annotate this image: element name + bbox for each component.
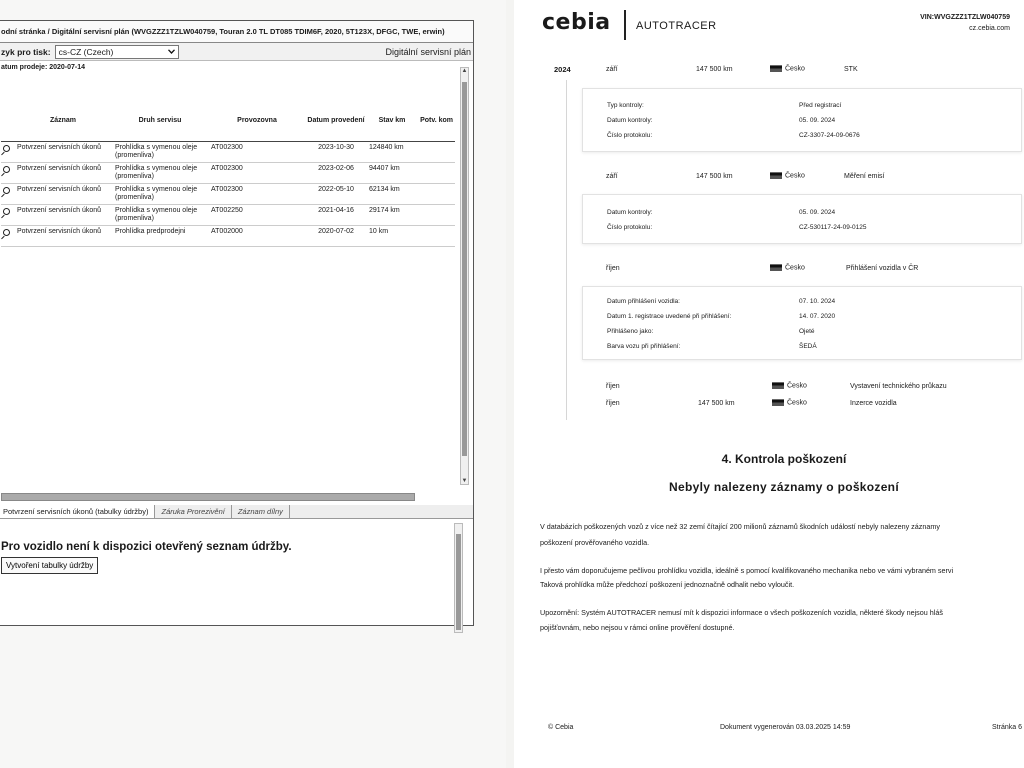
event-type: STK <box>844 65 858 73</box>
event-type: Přihlášení vozidla v ČR <box>846 264 919 272</box>
flag-icon <box>770 264 782 271</box>
service-cell: Prohlídka predprodejni <box>111 225 209 246</box>
km-cell: 62134 km <box>367 183 417 204</box>
date-cell: 2020-07-02 <box>305 225 367 246</box>
paragraph-line: I přesto vám doporučujeme pečlivou prohlídku vozidla, ideálně s pomocí kvalifikovaného mechanika nebo ve vámi vybraném servi <box>540 566 954 575</box>
event-country-label: Česko <box>787 382 807 390</box>
column-header[interactable]: Provozovna <box>209 101 305 141</box>
event-month: říjen <box>606 399 620 407</box>
record-cell: Potvrzení servisních úkonů <box>15 225 111 246</box>
magnifier-icon[interactable] <box>3 208 10 215</box>
section-subtitle: Nebyly nalezeny záznamy o poškození <box>669 480 899 494</box>
tab-bar <box>0 505 473 519</box>
column-header[interactable]: Stav km <box>367 101 417 141</box>
language-select[interactable] <box>55 45 179 59</box>
service-plan-window <box>0 20 474 626</box>
table-row[interactable] <box>1 204 455 225</box>
detail-value: CZ-3307-24-09-0676 <box>799 132 860 139</box>
event-km: 147 500 km <box>696 172 733 180</box>
tab-vertical-scrollbar[interactable] <box>454 523 463 633</box>
km-cell: 94407 km <box>367 162 417 183</box>
event-country <box>770 65 805 72</box>
magnifier-icon[interactable] <box>3 166 10 173</box>
detail-label: Barva vozu při přihlášení: <box>607 343 681 350</box>
site-cell: AT002300 <box>209 183 305 204</box>
tab-corrosion-warranty[interactable]: Záruka Prorezivění <box>155 505 231 518</box>
flag-icon <box>770 172 782 179</box>
magnifier-icon[interactable] <box>3 229 10 236</box>
record-cell: Potvrzení servisních úkonů <box>15 204 111 225</box>
paragraph-line: Upozornění: Systém AUTOTRACER nemusí mít k dispozici informace o všech poškozeních vozidla, některé škody nejsou hláš <box>540 608 943 617</box>
event-country-label: Česko <box>787 399 807 407</box>
table-row[interactable] <box>1 162 455 183</box>
event-detail-card <box>582 286 1022 360</box>
confirm-cell <box>417 225 455 246</box>
detail-label: Datum 1. registrace uvedené při přihlášení: <box>607 313 732 320</box>
site-cell: AT002250 <box>209 204 305 225</box>
event-country <box>770 264 805 271</box>
autotracer-label: AUTOTRACER <box>636 20 717 32</box>
service-cell: Prohlídka s vymenou oleje (promenliva) <box>111 141 209 162</box>
date-cell: 2021-04-16 <box>305 204 367 225</box>
detail-value: CZ-530117-24-09-0125 <box>799 224 867 231</box>
scrollbar-thumb[interactable] <box>462 82 467 456</box>
column-header[interactable]: Potv. kom <box>417 101 455 141</box>
date-cell: 2023-10-30 <box>305 141 367 162</box>
site-cell: AT002300 <box>209 141 305 162</box>
magnifier-icon[interactable] <box>3 145 10 152</box>
flag-icon <box>770 65 782 72</box>
paragraph-line: poškození prověřovaného vozidla. <box>540 538 650 547</box>
timeline-event <box>514 380 1024 392</box>
record-cell: Potvrzení servisních úkonů <box>15 141 111 162</box>
language-bar <box>0 43 473 61</box>
event-detail-card <box>582 88 1022 152</box>
event-type: Měření emisí <box>844 172 885 180</box>
site-link[interactable]: cz.cebia.com <box>969 25 1010 32</box>
event-type: Inzerce vozidla <box>850 399 897 407</box>
detail-value: 05. 09. 2024 <box>799 209 836 216</box>
vertical-scrollbar[interactable] <box>460 67 469 485</box>
service-cell: Prohlídka s vymenou oleje (promenliva) <box>111 162 209 183</box>
detail-value: Ojeté <box>799 328 815 335</box>
tab-workshop-record[interactable]: Záznam dílny <box>232 505 290 518</box>
row-detail-cell[interactable] <box>1 204 15 225</box>
paragraph-line: V databázích poškozených vozů z více než 32 zemí čítající 200 milionů záznamů škodních událostí nebyly nalezeny záznamy <box>540 522 940 531</box>
detail-value: 14. 07. 2020 <box>799 313 836 320</box>
event-country-label: Česko <box>785 172 805 180</box>
scroll-up-icon[interactable]: ▲ <box>461 68 468 74</box>
icon-column-header <box>1 101 15 141</box>
right-page <box>514 0 1024 768</box>
service-table <box>1 101 455 247</box>
confirm-cell <box>417 141 455 162</box>
timeline-line <box>566 80 567 420</box>
column-header[interactable]: Datum provedení <box>305 101 367 141</box>
flag-icon <box>772 399 784 406</box>
site-cell: AT002300 <box>209 162 305 183</box>
horizontal-scrollbar[interactable] <box>1 493 415 501</box>
record-cell: Potvrzení servisních úkonů <box>15 183 111 204</box>
left-page <box>0 0 506 768</box>
date-cell: 2022-05-10 <box>305 183 367 204</box>
footer-generated: Dokument vygenerován 03.03.2025 14:59 <box>720 724 851 731</box>
event-country <box>772 399 807 406</box>
timeline-event <box>514 397 1024 409</box>
language-label: zyk pro tisk: <box>1 46 51 57</box>
detail-label: Typ kontroly: <box>607 102 644 109</box>
footer-page: Stránka 6 <box>992 724 1022 731</box>
timeline-event <box>514 170 1024 182</box>
detail-label: Datum kontroly: <box>607 209 653 216</box>
tab-content <box>0 521 467 625</box>
service-cell: Prohlídka s vymenou oleje (promenliva) <box>111 204 209 225</box>
language-value: cs-CZ (Czech) <box>58 46 114 57</box>
window-title: odní stránka / Digitální servisní plán (WVGZZZ1TZLW040759, Touran 2.0 TL DT085 TDIM6F, 2020, 5T123X, DFGC, TWE, erwin) <box>0 21 473 43</box>
column-header[interactable]: Druh servisu <box>111 101 209 141</box>
detail-value: 07. 10. 2024 <box>799 298 836 305</box>
detail-label: Číslo protokolu: <box>607 132 653 139</box>
event-type: Vystavení technického průkazu <box>850 382 947 390</box>
scroll-down-icon[interactable]: ▼ <box>461 478 468 484</box>
site-cell: AT002000 <box>209 225 305 246</box>
detail-label: Datum kontroly: <box>607 117 653 124</box>
tab-service-records[interactable]: Potvrzení servisních úkonů (tabulky údržby) <box>0 505 155 518</box>
confirm-cell <box>417 162 455 183</box>
timeline-event <box>514 63 1024 75</box>
event-month: říjen <box>606 264 620 272</box>
km-cell: 29174 km <box>367 204 417 225</box>
event-km: 147 500 km <box>698 399 735 407</box>
row-detail-cell[interactable] <box>1 162 15 183</box>
chevron-down-icon <box>168 49 175 54</box>
event-km: 147 500 km <box>696 65 733 73</box>
cebia-logo: cebia <box>542 10 611 35</box>
event-month: září <box>606 172 618 180</box>
event-country-label: Česko <box>785 65 805 73</box>
logo-divider <box>624 10 626 40</box>
km-cell: 124840 km <box>367 141 417 162</box>
detail-value: Před registrací <box>799 102 842 109</box>
vin-label: VIN:WVGZZZ1TZLW040759 <box>920 14 1010 21</box>
detail-label: Číslo protokolu: <box>607 224 653 231</box>
row-detail-cell[interactable] <box>1 183 15 204</box>
year-label: 2024 <box>554 64 571 74</box>
detail-label: Přihlášeno jako: <box>607 328 654 335</box>
table-row[interactable] <box>1 183 455 204</box>
table-row[interactable] <box>1 225 455 246</box>
flag-icon <box>772 382 784 389</box>
km-cell: 10 km <box>367 225 417 246</box>
confirm-cell <box>417 183 455 204</box>
table-row[interactable] <box>1 141 455 162</box>
row-detail-cell[interactable] <box>1 225 15 246</box>
table-body <box>1 141 455 246</box>
no-plan-message: Pro vozidlo není k dispozici otevřený seznam údržby. <box>1 541 292 553</box>
table-header-row <box>1 101 455 141</box>
magnifier-icon[interactable] <box>3 187 10 194</box>
panel-title: Digitální servisní plán <box>385 46 471 57</box>
section-title: 4. Kontrola poškození <box>721 452 847 466</box>
confirm-cell <box>417 204 455 225</box>
event-country <box>772 382 807 389</box>
row-detail-cell[interactable] <box>1 141 15 162</box>
event-country <box>770 172 805 179</box>
create-maintenance-table-button[interactable]: Vytvoření tabulky údržby <box>1 557 98 574</box>
detail-value: ŠEDÁ <box>799 343 817 350</box>
event-country-label: Česko <box>785 264 805 272</box>
paragraph-line: pojišťovnám, nebo nejsou v rámci online prověření dostupné. <box>540 623 735 632</box>
service-cell: Prohlídka s vymenou oleje (promenliva) <box>111 183 209 204</box>
sale-date: atum prodeje: 2020-07-14 <box>1 64 86 71</box>
scrollbar-thumb[interactable] <box>456 534 461 630</box>
date-cell: 2023-02-06 <box>305 162 367 183</box>
timeline-event <box>514 262 1024 274</box>
detail-value: 05. 09. 2024 <box>799 117 836 124</box>
record-cell: Potvrzení servisních úkonů <box>15 162 111 183</box>
column-header[interactable]: Záznam <box>15 101 111 141</box>
event-month: září <box>606 65 618 73</box>
detail-label: Datum přihlášení vozidla: <box>607 298 680 305</box>
event-detail-card <box>582 194 1022 244</box>
paragraph-line: Taková prohlídka může předchozí poškození jednoznačně odhalit nebo vyloučit. <box>540 580 795 589</box>
event-month: říjen <box>606 382 620 390</box>
footer-copyright: © Cebia <box>548 724 574 731</box>
